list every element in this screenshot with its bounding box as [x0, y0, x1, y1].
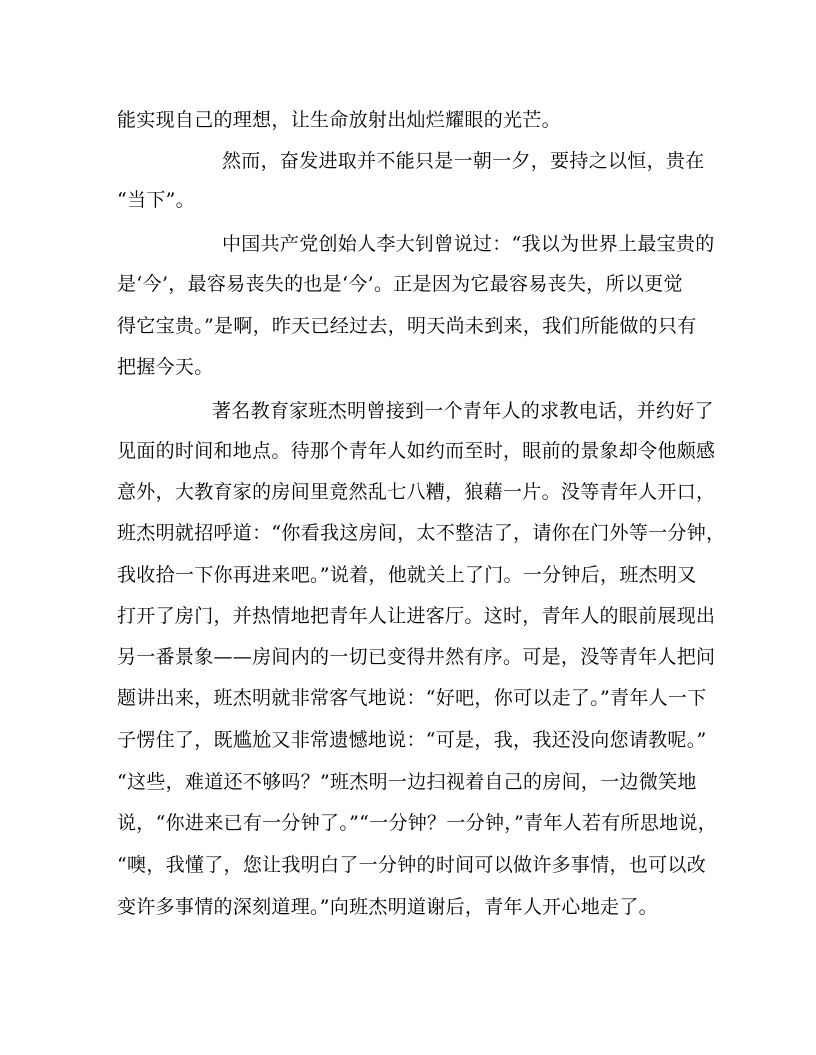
text-line: 著名教育家班杰明曾接到一个青年人的求教电话，并约好了: [212, 400, 714, 422]
text-line: 另一番景象——房间内的一切已变得井然有序。可是，没等青年人把问: [117, 646, 716, 668]
text-line: 把握今天。: [117, 356, 214, 378]
text-line: 然而，奋发进取并不能只是一朝一夕，要持之以恒，贵在: [222, 150, 705, 172]
text-line: 得它宝贵。”是啊，昨天已经过去，明天尚未到来，我们所能做的只有: [117, 315, 697, 337]
text-line: 中国共产党创始人李大钊曾说过：“我以为世界上最宝贵的: [222, 233, 715, 255]
text-line: 变许多事情的深刻道理。”向班杰明道谢后，青年人开心地走了。: [117, 896, 658, 918]
text-line: 打开了房门，并热情地把青年人让进客厅。这时，青年人的眼前展现出: [117, 605, 716, 627]
text-line: “这些，难道还不够吗？”班杰明一边扫视着自己的房间，一边微笑地: [117, 771, 697, 793]
text-line: 见面的时间和地点。待那个青年人如约而至时，眼前的景象却令他颇感: [117, 440, 716, 462]
text-line: 说，“你进来已有一分钟了。”“一分钟？一分钟，”青年人若有所思地说，: [117, 812, 718, 834]
text-line: 题讲出来，班杰明就非常客气地说：“好吧，你可以走了。”青年人一下: [117, 687, 707, 709]
text-line: 我收拾一下你再进来吧。”说着，他就关上了门。一分钟后，班杰明又: [117, 564, 697, 586]
text-line: 班杰明就招呼道：“你看我这房间，太不整洁了，请你在门外等一分钟，: [117, 522, 726, 544]
text-line: “噢，我懂了，您让我明白了一分钟的时间可以做许多事情，也可以改: [117, 854, 707, 876]
text-line: 子愣住了，既尴尬又非常遗憾地说：“可是，我，我还没向您请教呢。”: [117, 729, 707, 751]
text-line: “当下”。: [117, 189, 195, 211]
text-line: 能实现自己的理想，让生命放射出灿烂耀眼的光芒。: [117, 109, 561, 131]
text-line: 是‘今’，最容易丧失的也是‘今’。正是因为它最容易丧失，所以更觉: [117, 273, 683, 295]
text-line: 意外，大教育家的房间里竟然乱七八糟，狼藉一片。没等青年人开口，: [117, 481, 716, 503]
